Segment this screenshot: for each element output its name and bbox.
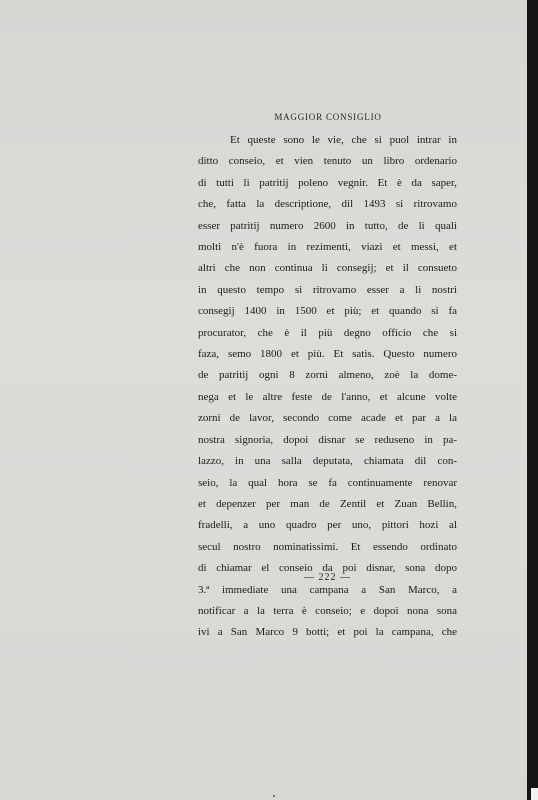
- text-line: molti n'è fuora in rezimenti, viazi et messi, et: [198, 241, 457, 254]
- text-line: de patritij ogni 8 zorni almeno, zoè la dome-: [198, 369, 457, 382]
- page-number: — 222 —: [304, 572, 351, 583]
- running-header: MAGGIOR CONSIGLIO: [274, 112, 382, 122]
- text-line: di tutti li patritij poleno vegnir. Et è da saper,: [198, 176, 457, 189]
- text-line: consegij 1400 in 1500 et più; et quando si fa: [198, 305, 457, 318]
- text-line: in questo tempo si ritrovamo esser a li nostri: [198, 283, 457, 296]
- text-line: fradelli, a uno quadro per uno, pittori hozi al: [198, 519, 457, 532]
- text-line: zorni de lavor, secondo come acade et par a la: [198, 412, 457, 425]
- text-line: ivi a San Marco 9 botti; et poi la campana, che: [198, 626, 457, 639]
- page-edge-shadow: [527, 0, 538, 800]
- text-line: 3.ª immediate una campana a San Marco, a: [198, 583, 457, 596]
- text-line: procurator, che è il più degno officio che si: [198, 326, 457, 339]
- specks: [273, 795, 275, 797]
- text-line: che, fatta la descriptione, dil 1493 si ritrovamo: [198, 198, 457, 211]
- text-line: secul nostro nominatissimi. Et essendo ordinato: [198, 540, 457, 553]
- text-line: esser patritij numero 2600 in tutto, de li quali: [198, 219, 457, 232]
- scan-corner: [531, 788, 538, 800]
- text-line: et depenzer per man de Zentil et Zuan Bellin,: [198, 497, 457, 510]
- text-line: faza, semo 1800 et più. Et satis. Questo numero: [198, 348, 457, 361]
- text-line: Et queste sono le vie, che si puol intrar in: [230, 134, 457, 146]
- text-line: altri che non continua li consegij; et il consueto: [198, 262, 457, 275]
- text-line: notificar a la terra è conseio; e dopoi nona sona: [198, 604, 457, 617]
- text-line: ditto conseio, et vien tenuto un libro ordenario: [198, 155, 457, 168]
- text-line: nega et le altre feste de l'anno, et alcune volte: [198, 390, 457, 403]
- text-line: seio, la qual hora se fa continuamente renovar: [198, 476, 457, 489]
- text-line: di chiamar el conseio da poi disnar, sona dopo: [198, 562, 457, 575]
- text-line: lazzo, in una salla deputata, chiamata dil con-: [198, 455, 457, 468]
- body-text: [198, 130, 457, 644]
- text-line: nostra signoria, dopoi disnar se reduseno in pa-: [198, 433, 457, 446]
